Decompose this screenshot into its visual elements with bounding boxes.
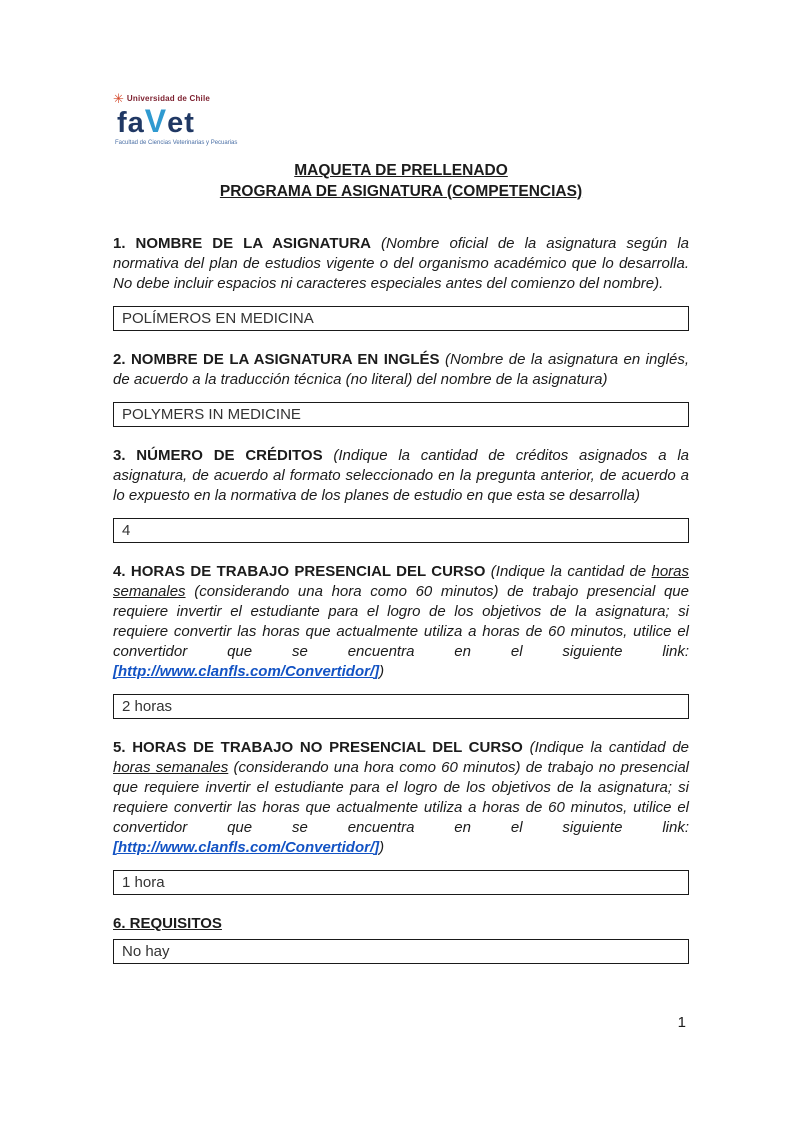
section-2-description: (Nombre de la asignatura en inglés, de acuerdo a la traducción técnica (no literal) del nombre de la asignatura) xyxy=(113,350,690,388)
section-2-heading: 2. NOMBRE DE LA ASIGNATURA EN INGLÉS xyxy=(113,350,440,368)
section-4-desc-mid: (considerando una hora como 60 minutos) de trabajo presencial que requiere invertir el estudiante para el logro de los objetivos de la asignatura; si requiere convertir las horas que actualmente utiliza a horas de 60 minutos, utilice el convertidor que se encuentra en el siguiente link: xyxy=(113,582,689,660)
section-4-desc-lead: (Indique la cantidad de xyxy=(490,562,652,580)
section-5-answer-box xyxy=(113,870,689,895)
section-1-description: (Nombre oficial de la asignatura según la normativa del plan de estudios vigente o del organismo académico que lo desarrolla. No debe incluir espacios ni caracteres especiales antes del comienzo del nombre). xyxy=(113,234,689,292)
section-5-desc-lead: (Indique la cantidad de xyxy=(529,738,690,756)
section-2-value: POLYMERS IN MEDICINE xyxy=(122,405,301,423)
section-3-heading: 3. NÚMERO DE CRÉDITOS xyxy=(113,446,323,464)
section-5-desc-mid: (considerando una hora como 60 minutos) de trabajo no presencial que requiere invertir el estudiante para el logro de los objetivos de la asignatura; si requiere convertir las horas que actualmente utiliza a horas de 60 minutos, utilice el convertidor que se encuentra en el siguiente link: xyxy=(113,758,689,836)
document-title-line2: PROGRAMA DE ASIGNATURA (COMPETENCIAS) xyxy=(219,182,583,200)
section-2-answer-box xyxy=(113,402,689,427)
page-number: 1 xyxy=(677,1014,686,1031)
favet-wordmark-v: V xyxy=(144,103,168,139)
university-star-icon: ✳ xyxy=(113,91,124,106)
document-title-line1: MAQUETA DE PRELLENADO xyxy=(294,161,508,179)
favet-wordmark xyxy=(113,105,253,139)
section-4-description xyxy=(113,563,689,680)
section-1-paragraph xyxy=(113,234,689,294)
faculty-subtitle: Facultad de Ciencias Veterinarias y Pecuarias xyxy=(115,139,238,146)
section-4-paragraph xyxy=(113,562,689,682)
section-1-answer-box xyxy=(113,306,689,331)
logo-header xyxy=(113,92,253,105)
section-1-heading: 1. NOMBRE DE LA ASIGNATURA xyxy=(113,234,371,252)
section-3-value: 4 xyxy=(122,521,131,539)
document-title xyxy=(113,160,689,202)
section-6-value: No hay xyxy=(122,942,170,960)
section-5-description xyxy=(113,739,689,856)
section-3-paragraph xyxy=(113,446,689,506)
university-name: Universidad de Chile xyxy=(126,94,211,103)
section-3-description: (Indique la cantidad de créditos asignados a la asignatura, de acuerdo al formato seleccionado en la pregunta anterior, de acuerdo a lo expuesto en la normativa de los planes de estudio en que esta se desarrolla) xyxy=(113,446,689,504)
section-4-value: 2 horas xyxy=(122,697,173,715)
section-4-desc-tail: ) xyxy=(379,662,385,680)
section-5-paragraph xyxy=(113,738,689,858)
section-5-value: 1 hora xyxy=(122,873,165,891)
section-5-desc-underlined: horas semanales xyxy=(113,758,229,776)
section-4-answer-box xyxy=(113,694,689,719)
favet-logo xyxy=(113,92,253,146)
convertidor-link[interactable]: [http://www.clanfls.com/Convertidor/] xyxy=(113,662,380,680)
section-1-value: POLÍMEROS EN MEDICINA xyxy=(122,309,314,327)
section-3-answer-box xyxy=(113,518,689,543)
favet-wordmark-et: et xyxy=(167,107,195,139)
favet-wordmark-fa: fa xyxy=(117,107,145,139)
section-6-heading: 6. REQUISITOS xyxy=(113,914,222,932)
section-5-heading: 5. HORAS DE TRABAJO NO PRESENCIAL DEL CURSO xyxy=(113,738,523,756)
section-4-desc-underlined: horas semanales xyxy=(113,562,690,600)
section-5-desc-tail: ) xyxy=(379,838,385,856)
section-6-answer-box xyxy=(113,939,689,964)
convertidor-link-2[interactable]: [http://www.clanfls.com/Convertidor/] xyxy=(113,838,380,856)
section-4-heading: 4. HORAS DE TRABAJO PRESENCIAL DEL CURSO xyxy=(113,562,486,580)
section-2-paragraph xyxy=(113,350,689,390)
